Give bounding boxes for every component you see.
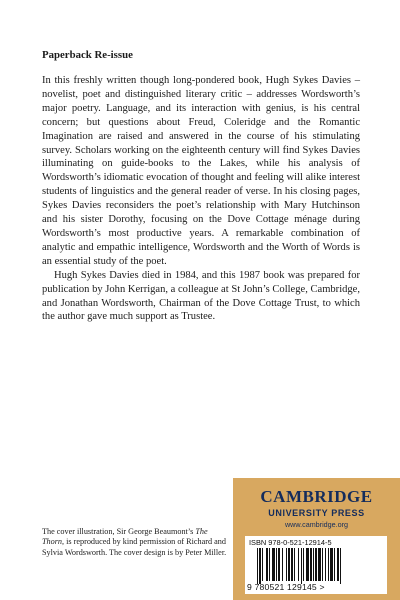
cover-credit bbox=[42, 527, 228, 558]
barcode-digits: 9 780521 129145 > bbox=[247, 582, 325, 592]
artwork-title: The Thorn bbox=[42, 527, 208, 547]
publisher-logo-subtitle: UNIVERSITY PRESS bbox=[268, 508, 365, 518]
reissue-heading: Paperback Re-issue bbox=[42, 49, 133, 61]
credit-text-2: , is reproduced by kind permission of Richard and Sylvia Wordsworth. The cover design is by Peter Miller. bbox=[42, 537, 227, 557]
publisher-logo-name: CAMBRIDGE bbox=[260, 487, 373, 506]
isbn-label: ISBN 978-0-521-12914-5 bbox=[249, 538, 332, 547]
barcode-icon bbox=[255, 548, 379, 584]
publisher-website: www.cambridge.org bbox=[284, 520, 349, 529]
credit-text-1: The cover illustration, Sir George Beaumont’s bbox=[42, 527, 196, 536]
book-description bbox=[42, 74, 360, 324]
publisher-panel bbox=[233, 478, 400, 600]
description-paragraph-2: Hugh Sykes Davies died in 1984, and this 1987 book was prepared for publication by John Kerrigan, a colleague at St John’s College, Cambridge, and Jonathan Wordsworth, Chairman of the Dove Cottage Trust, to which the author gave much support as Trustee. bbox=[42, 269, 360, 323]
description-paragraph-1: In this freshly written though long-pondered book, Hugh Sykes Davies – novelist, poet and distinguished literary critic – addresses Wordsworth’s major poetry. Language, and its interaction with genius, is his central concern; but questions about Freud, Coleridge and the Romantic Imagination are raised and answered in the course of his stimulating survey. Scholars working on the eighteenth century will find Sykes Davies illuminating on guide-books to the Lakes, while his analysis of Wordsworth’s idiomatic evocation of thought and feeling will alike interest students of linguistics and the general reader of verse. In his closing pages, Sykes Davies reconsiders the poet’s relationship with Mary Hutchinson and his sister Dorothy, focusing on the Dove Cottage ménage during Wordsworth’s most productive years. A remarkable combination of analytic and empathic intelligence, Wordsworth and the Worth of Words is an essential study of the poet. bbox=[42, 75, 360, 267]
barcode-box bbox=[245, 536, 387, 594]
